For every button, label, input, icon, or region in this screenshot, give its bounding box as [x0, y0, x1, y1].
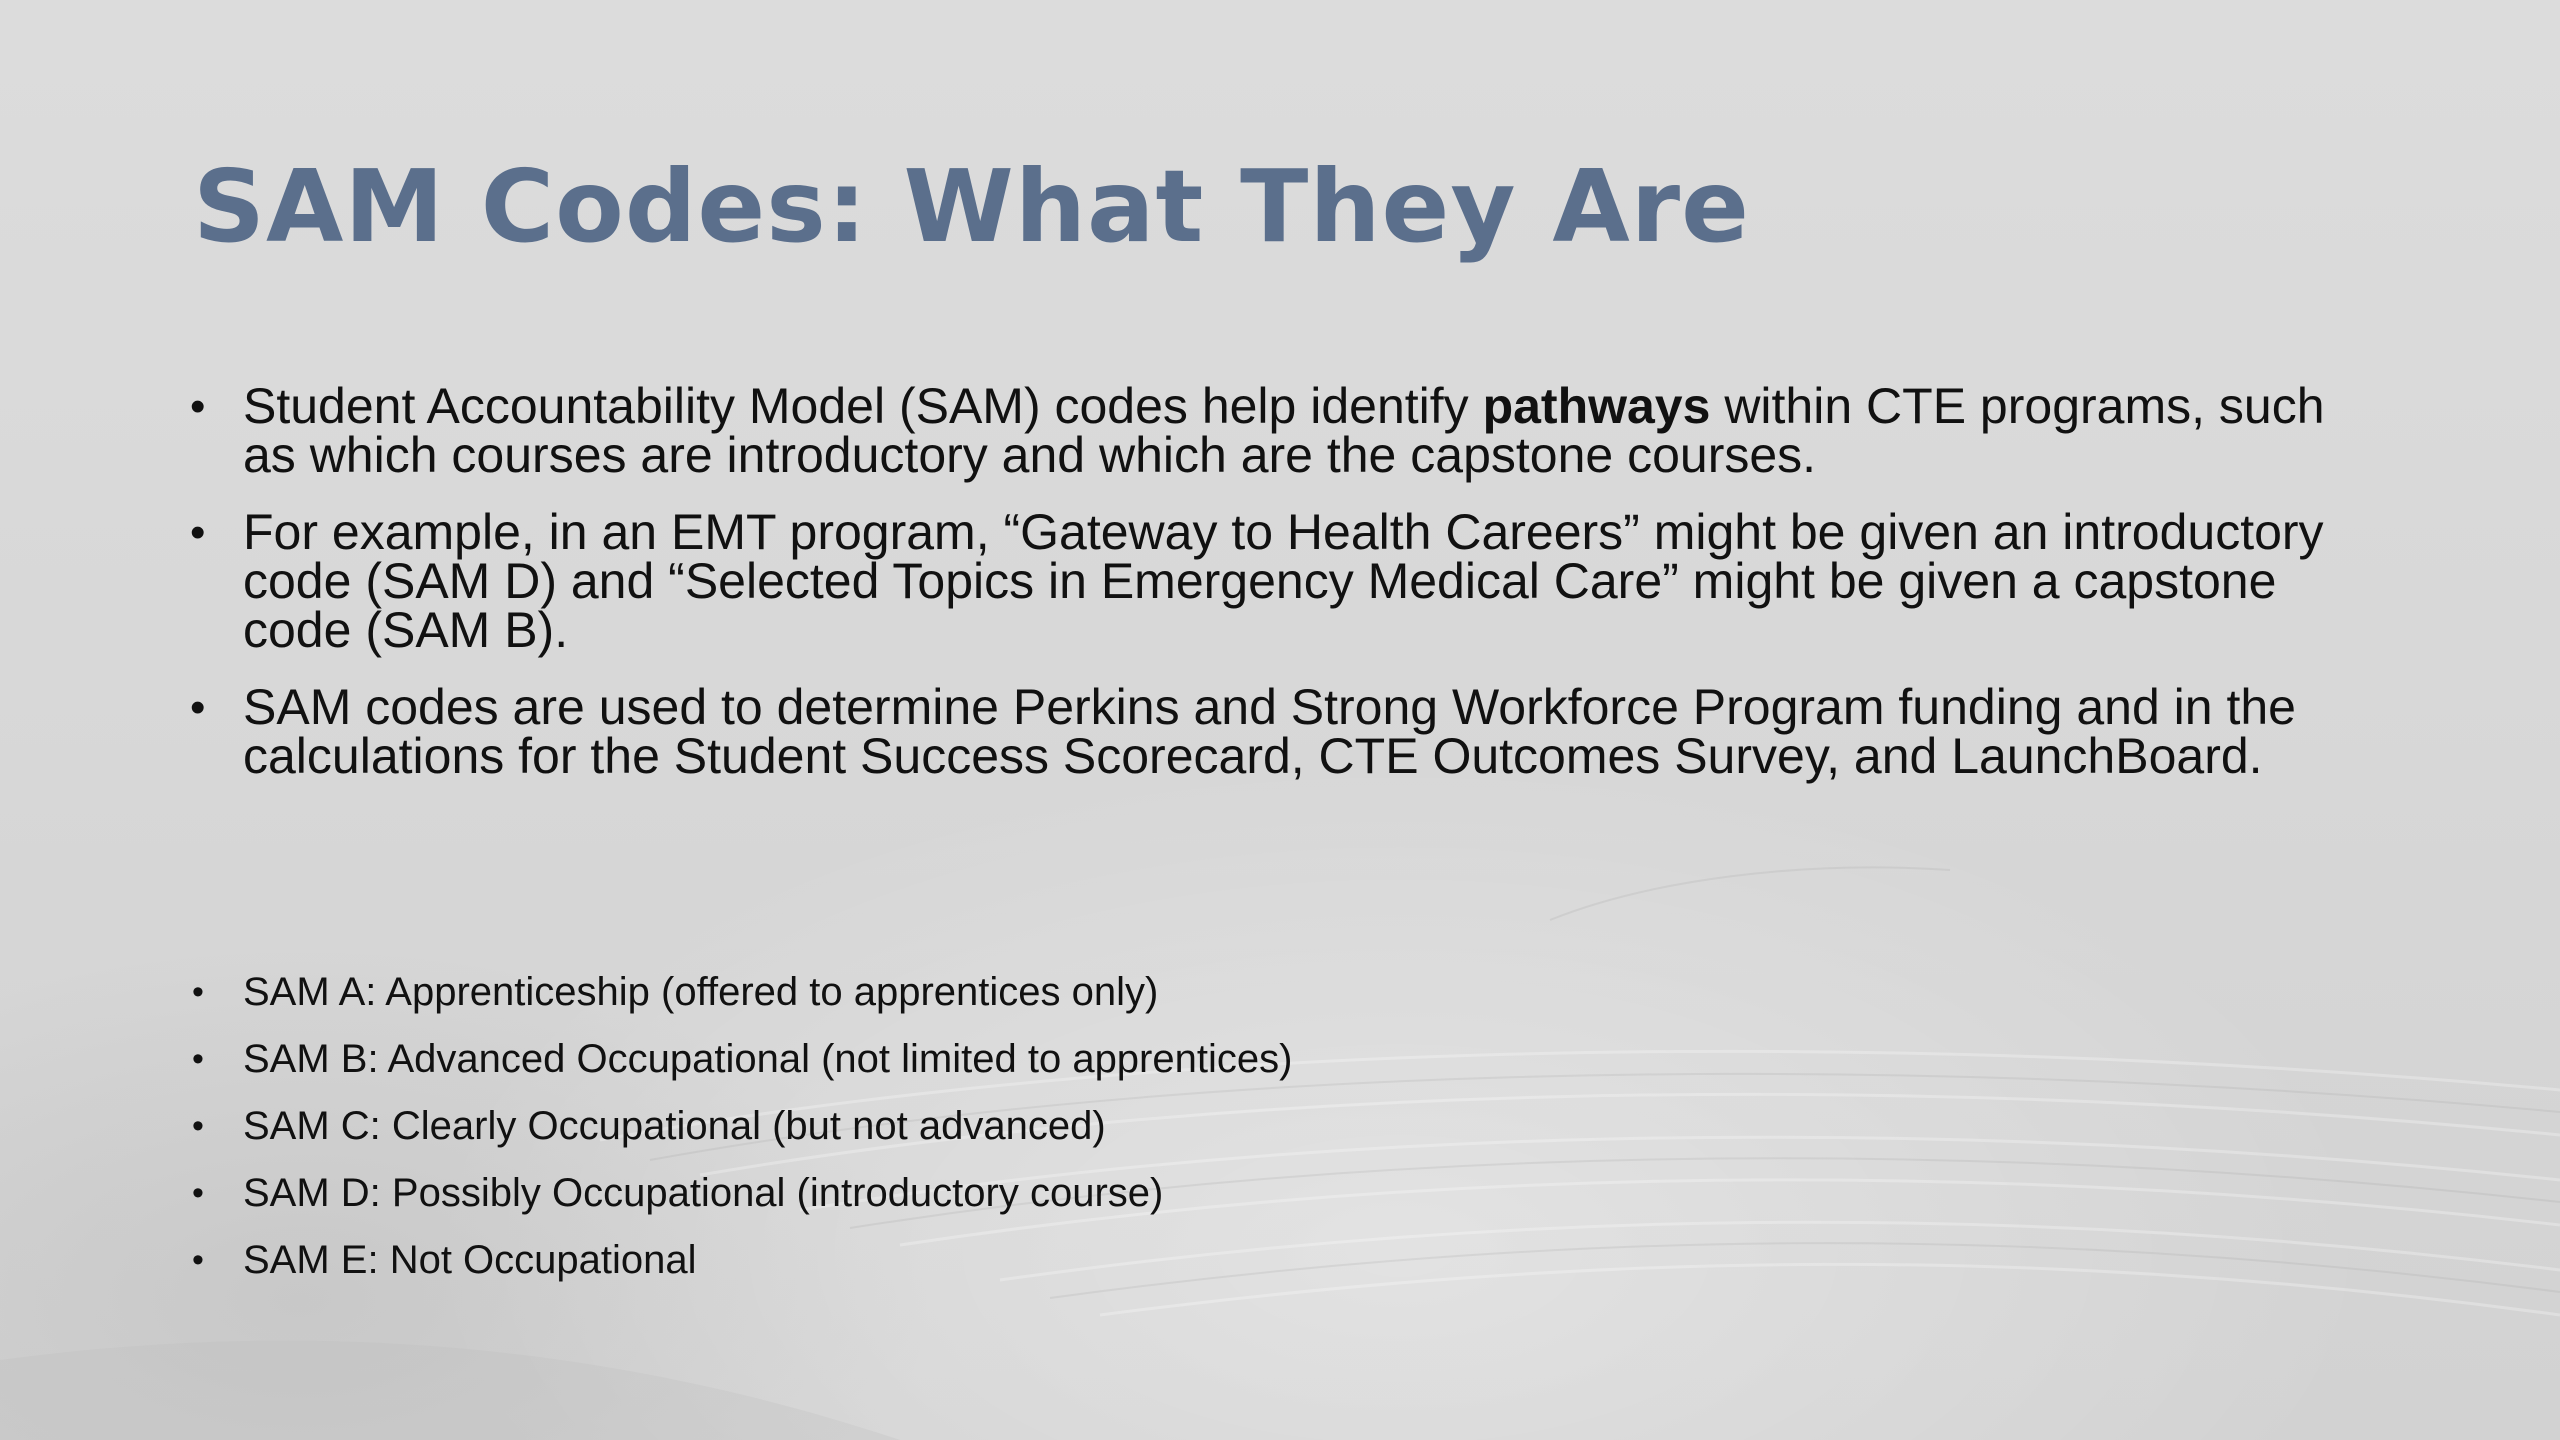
sam-code-text: SAM C: Clearly Occupational (but not advanced) [243, 1104, 1106, 1148]
bullet-text-bold: pathways [1482, 378, 1711, 434]
main-bullet-list [190, 378, 2370, 809]
bullet-dot: • [190, 382, 206, 431]
bullet-dot: • [192, 1040, 204, 1078]
sam-code-item-c [192, 1100, 1292, 1167]
bullet-text: For example, in an EMT program, “Gateway to Health Careers” might be given an introductory code (SAM D) and “Selected Topics in Emergency Medical Care” might be given a capstone code (SAM B). [243, 504, 2324, 658]
bullet-item-example [190, 504, 2370, 658]
slide-title: SAM Codes: What They Are [193, 148, 1750, 265]
bullet-dot: • [190, 508, 206, 557]
sam-code-list [192, 966, 1292, 1301]
sam-code-item-a [192, 966, 1292, 1033]
sam-code-text: SAM D: Possibly Occupational (introductory course) [243, 1171, 1164, 1215]
bullet-text-before: Student Accountability Model (SAM) codes help identify [243, 378, 1483, 434]
bullet-text: SAM codes are used to determine Perkins and Strong Workforce Program funding and in the calculations for the Student Success Scorecard, CTE Outcomes Survey, and LaunchBoard. [243, 679, 2296, 784]
bullet-dot: • [192, 1241, 204, 1279]
sam-code-item-e [192, 1234, 1292, 1301]
bullet-item-funding [190, 679, 2370, 784]
sam-code-item-b [192, 1033, 1292, 1100]
bullet-item-pathways [190, 378, 2370, 483]
bullet-dot: • [192, 973, 204, 1011]
bullet-text-after: within CTE programs, such as which courses are introductory and which are the capstone courses. [243, 378, 2325, 483]
bullet-dot: • [190, 683, 206, 732]
sam-code-text: SAM E: Not Occupational [243, 1238, 697, 1282]
bullet-dot: • [192, 1107, 204, 1145]
sam-code-item-d [192, 1167, 1292, 1234]
sam-code-text: SAM B: Advanced Occupational (not limited to apprentices) [243, 1037, 1293, 1081]
sam-code-text: SAM A: Apprenticeship (offered to apprentices only) [243, 970, 1159, 1014]
bullet-dot: • [192, 1174, 204, 1212]
